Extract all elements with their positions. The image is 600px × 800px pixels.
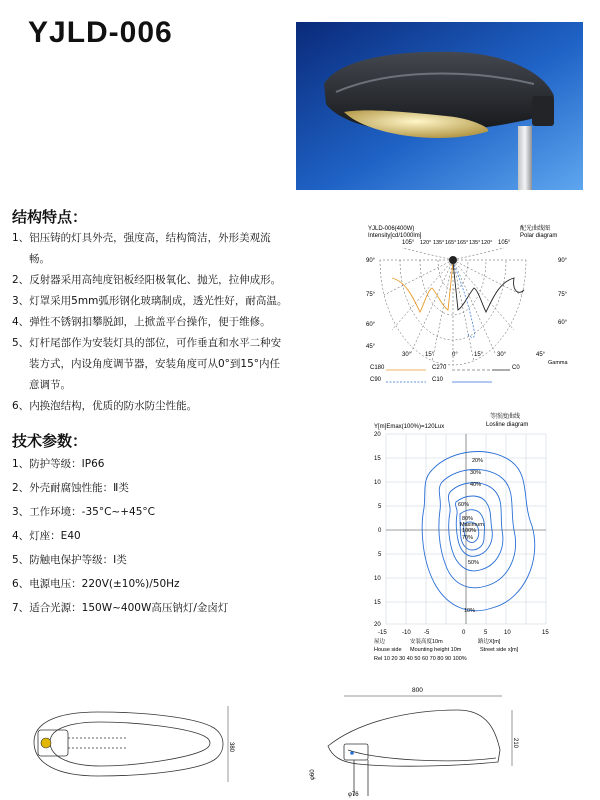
polar-bottom-0: 0°: [452, 352, 458, 358]
y-tick-1: 20: [374, 432, 381, 438]
polar-center-mark: [449, 256, 457, 264]
legend-c90: C90: [370, 377, 382, 383]
spec-item-5: 5、防触电保护等级：Ⅰ类: [12, 554, 127, 566]
structure-item-3: 3、灯罩采用5mm弧形钢化玻璃制成，透光性好，耐高温。: [12, 295, 288, 307]
model-title: YJLD-006: [28, 16, 173, 49]
structure-item-5: 5、灯杆尾部作为安装灯具的部位，可作垂直和水平二种安 装方式，内设角度调节器，安装角度可从0°到15°内任 意调节。: [12, 337, 282, 391]
structure-item-6: 6、内换泡结构，优质的防水防尘性能。: [12, 400, 198, 412]
spec-item-1: 1、防护等级：IP66: [12, 458, 105, 470]
isolux-house-side-cn: 屋边: [374, 639, 386, 645]
polar-top-angle-1: 105°: [402, 240, 415, 246]
height-dim-label: 210: [512, 738, 518, 749]
contour-label-50: 50%: [468, 560, 480, 566]
curve-c0: [453, 262, 524, 312]
structure-item-1: 1、铝压铸的灯具外壳，强度高，结构简洁，外形美观流 畅。: [12, 232, 271, 265]
x-tick-2: -10: [402, 630, 411, 636]
polar-intensity-line2: Intensity[cd/1000lm]: [368, 233, 422, 239]
x-tick-4: 0: [462, 630, 466, 636]
polar-right-60: 60°: [558, 320, 568, 326]
polar-left-75: 75°: [366, 292, 376, 298]
contour-label-10: 10%: [464, 608, 476, 614]
legend-c270: C270: [432, 365, 447, 371]
x-tick-5: 5: [484, 630, 488, 636]
contour-label-100: 100%: [462, 528, 477, 534]
y-tick-7: 10: [374, 576, 381, 582]
contour-label-60: 60%: [458, 502, 470, 508]
polar-left-45: 45°: [366, 344, 376, 350]
top-view-dim-label: 380: [228, 742, 234, 753]
isolux-rel-scale: Rel 10 20 30 40 50 60 70 80 90 100%: [374, 656, 467, 662]
technical-drawings: [28, 680, 588, 798]
polar-diagram-graphic: [362, 220, 577, 390]
isolux-emax-label: Y[m]Emax(100%)=120Lux: [374, 424, 445, 430]
contour-label-70: 70%: [462, 535, 474, 541]
y-tick-6: 5: [378, 552, 382, 558]
polar-diagram: [362, 220, 577, 390]
y-tick-9: 20: [374, 622, 381, 628]
polar-top-angle-6: 135°: [469, 240, 481, 246]
spec-item-4: 4、灯座：E40: [12, 530, 81, 542]
spec-item-6: 6、电源电压：220V(±10%)/50Hz: [12, 578, 180, 590]
contour-label-maximum: Maximum: [460, 522, 484, 528]
polar-left-90: 90°: [366, 258, 376, 264]
technical-drawings-graphic: [28, 680, 588, 798]
legend-c180: C180: [370, 365, 385, 371]
polar-gamma: Gamma: [548, 360, 568, 366]
x-tick-3: -5: [424, 630, 430, 636]
structure-heading: 结构特点：: [12, 208, 88, 226]
structure-list: [12, 228, 287, 417]
polar-top-angle-3: 135°: [433, 240, 445, 246]
polar-top-angle-4: 165°: [445, 240, 457, 246]
pole-base-dim-label: φ76: [348, 792, 359, 798]
y-tick-4: 5: [378, 504, 382, 510]
spec-item-7: 7、适合光源：150W~400W高压钠灯/金卤灯: [12, 602, 229, 614]
polar-top-angle-8: 105°: [498, 240, 511, 246]
contour-label-30: 30%: [470, 470, 482, 476]
isolux-mounting-en: Mounting height 10m: [410, 647, 462, 653]
structure-item-4: 4、弹性不锈钢扣攀脱卸，上掀盖平台操作，便于维修。: [12, 316, 271, 328]
polar-bottom-15-left: 15°: [425, 352, 435, 358]
legend-c0: C0: [512, 365, 520, 371]
lamp-photo: [296, 22, 583, 190]
y-tick-3: 10: [374, 480, 381, 486]
polar-title-en: Polar diagram: [520, 233, 558, 239]
y-tick-2: 15: [374, 456, 381, 462]
polar-intensity-line1: YJLD-006(400W): [368, 226, 415, 232]
pole-dim-label: φ60: [310, 769, 316, 780]
isolux-street-side-cn: 路边X[m]: [478, 639, 501, 645]
polar-right-75: 75°: [558, 292, 568, 298]
contour-label-40: 40%: [470, 482, 482, 488]
length-dim-label: 800: [412, 687, 423, 694]
specs-list: [12, 452, 228, 620]
polar-top-angle-5: 165°: [457, 240, 469, 246]
isolux-house-side-en: House side: [374, 647, 402, 653]
side-view-fitting-mark: [350, 751, 354, 755]
isolux-mounting-cn: 安装高度10m: [410, 639, 443, 645]
polar-bottom-45: 45°: [536, 352, 546, 358]
legend-c10: C10: [432, 377, 444, 383]
contour-label-80: 80%: [462, 516, 474, 522]
polar-bottom-15-right: 15°: [474, 352, 484, 358]
x-tick-6: 10: [504, 630, 511, 636]
polar-left-60: 60°: [366, 322, 376, 328]
x-tick-7: 15: [542, 630, 549, 636]
specs-heading: 技术参数：: [12, 432, 88, 450]
isolux-street-side-en: Street side x[m]: [480, 647, 519, 653]
isolux-diagram-graphic: [362, 410, 562, 665]
polar-title-cn: 配光曲线图: [520, 226, 551, 232]
isolux-title-en: Losline diagram: [486, 422, 529, 428]
isolux-title-cn: 等照度曲线: [490, 414, 521, 420]
isolux-diagram: [362, 410, 562, 665]
structure-item-2: 2、反射器采用高纯度铝板经阳极氧化、抛光，拉伸成形。: [12, 274, 282, 286]
contour-label-20: 20%: [472, 458, 484, 464]
polar-top-angle-7: 120°: [481, 240, 493, 246]
curve-c90: [453, 262, 475, 337]
top-view-fitting-mark: [41, 738, 51, 748]
lamp-photo-graphic: [296, 22, 583, 190]
y-tick-8: 15: [374, 600, 381, 606]
polar-bottom-30-right: 30°: [497, 352, 507, 358]
top-view-drawing: [34, 712, 223, 776]
x-tick-1: -15: [378, 630, 387, 636]
polar-top-angle-2: 120°: [420, 240, 432, 246]
polar-bottom-30-left: 30°: [402, 352, 412, 358]
y-tick-5: 0: [378, 528, 382, 534]
spec-item-3: 3、工作环境：-35°C~+45°C: [12, 506, 155, 518]
spec-item-2: 2、外壳耐腐蚀性能：Ⅱ类: [12, 482, 129, 494]
polar-right-90: 90°: [558, 258, 568, 264]
